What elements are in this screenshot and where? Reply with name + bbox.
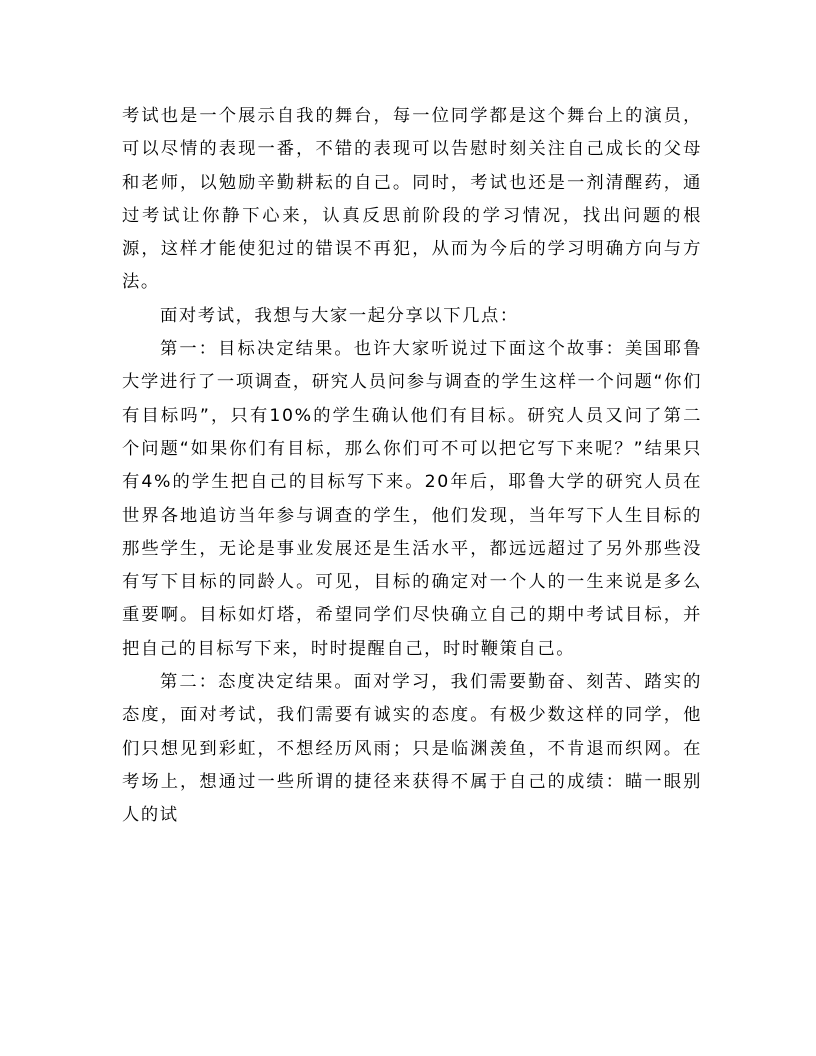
document-body [122, 100, 702, 833]
paragraph-exam-stage: 考试也是一个展示自我的舞台，每一位同学都是这个舞台上的演员，可以尽情的表现一番，不错的表现可以告慰时刻关注自己成长的父母和老师，以勉励辛勤耕耘的自己。同时，考试也还是一剂清醒药，通过考试让你静下心来，认真反思前阶段的学习情况，找出问题的根源，这样才能使犯过的错误不再犯，从而为今后的学习明确方向与方法。 [122, 106, 702, 293]
paragraph-intro-points: 面对考试，我想与大家一起分享以下几点： [160, 305, 519, 326]
paragraph-point-two-attitude: 第二：态度决定结果。面对学习，我们需要勤奋、刻苦、踏实的态度，面对考试，我们需要有诚实的态度。有极少数这样的同学，他们只想见到彩虹，不想经历风雨；只是临渊羡鱼，不肯退而织网。在考场上，想通过一些所谓的捷径来获得不属于自己的成绩：瞄一眼别人的试 [122, 672, 702, 826]
paragraph-point-one-goals: 第一：目标决定结果。也许大家听说过下面这个故事：美国耶鲁大学进行了一项调查，研究人员问参与调查的学生这样一个问题“你们有目标吗”，只有10%的学生确认他们有目标。研究人员又问了第二个问题“如果你们有目标，那么你们可不可以把它写下来呢？”结果只有4%的学生把自己的目标写下来。20年后，耶鲁大学的研究人员在世界各地追访当年参与调查的学生，他们发现，当年写下人生目标的那些学生，无论是事业发展还是生活水平，都远远超过了另外那些没有写下目标的同龄人。可见，目标的确定对一个人的一生来说是多么重要啊。目标如灯塔，希望同学们尽快确立自己的期中考试目标，并把自己的目标写下来，时时提醒自己，时时鞭策自己。 [122, 339, 702, 659]
